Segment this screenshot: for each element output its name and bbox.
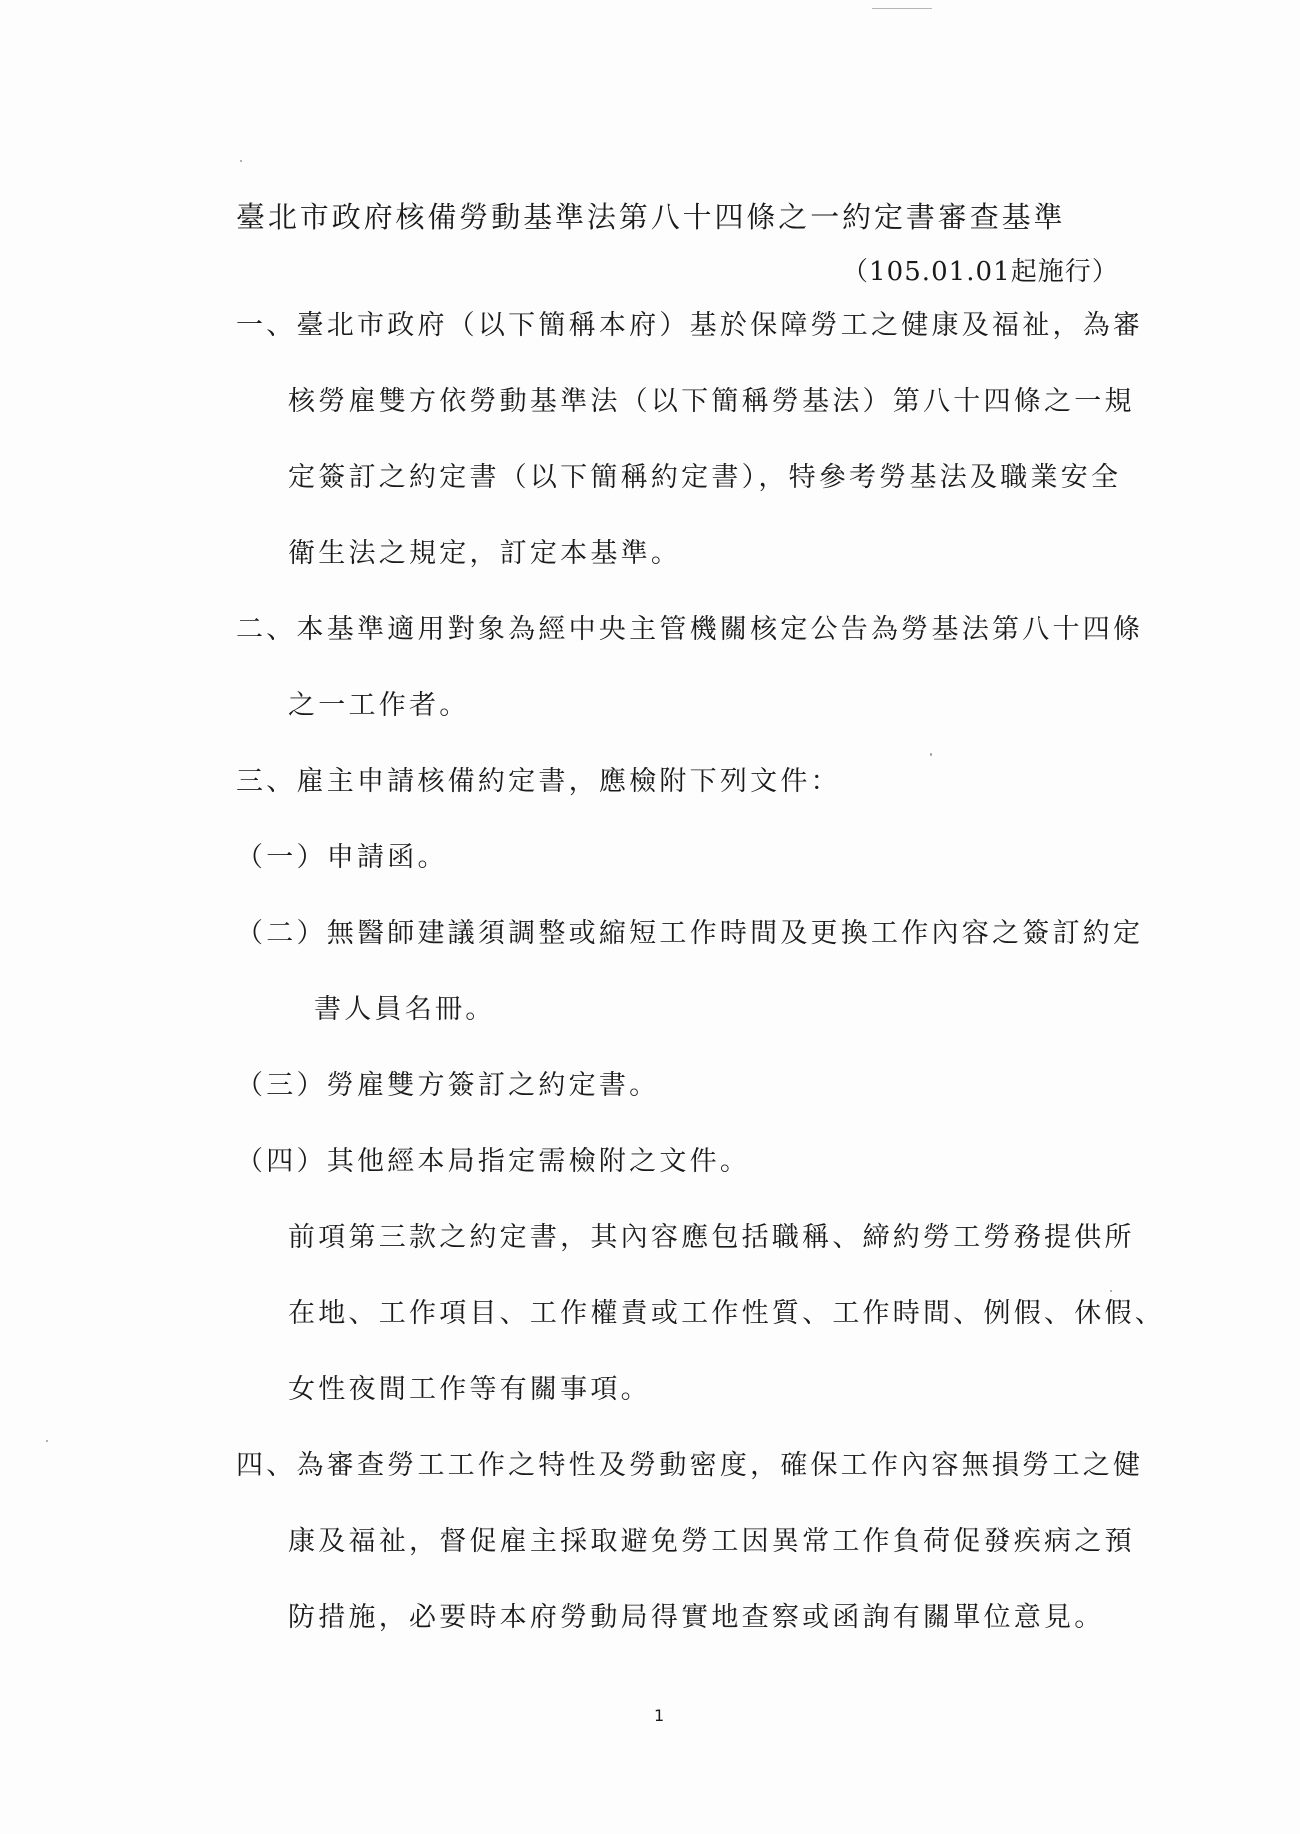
section-4-line-2: 康及福祉，督促雇主採取避免勞工因異常工作負荷促發疾病之預 (288, 1526, 1135, 1557)
section-1-line-3: 定簽訂之約定書（以下簡稱約定書），特參考勞基法及職業安全 (288, 462, 1122, 493)
section-3-note-line-3: 女性夜間工作等有關事項。 (288, 1374, 651, 1405)
section-3-item-4: （四）其他經本局指定需檢附之文件。 (236, 1146, 751, 1177)
section-3-note-line-1: 前項第三款之約定書，其內容應包括職稱、締約勞工勞務提供所 (288, 1222, 1135, 1253)
scan-mark-top (872, 8, 932, 9)
section-1-line-4: 衛生法之規定，訂定本基準。 (288, 538, 682, 569)
scan-speck (240, 160, 242, 162)
section-4-line-3: 防措施，必要時本府勞動局得實地查察或函詢有關單位意見。 (288, 1602, 1105, 1633)
section-3-item-2-line-2: 書人員名冊。 (314, 994, 496, 1025)
page-number: 1 (654, 1706, 665, 1725)
section-1-line-2: 核勞雇雙方依勞動基準法（以下簡稱勞基法）第八十四條之一規 (288, 386, 1135, 417)
section-3-item-3: （三）勞雇雙方簽訂之約定書。 (236, 1070, 660, 1101)
scan-speck (1110, 1290, 1112, 1292)
section-3-line-1: 三、雇主申請核備約定書，應檢附下列文件： (236, 766, 841, 797)
section-4-line-1: 四、為審查勞工工作之特性及勞動密度，確保工作內容無損勞工之健 (236, 1450, 1144, 1481)
scan-speck (46, 1440, 48, 1442)
document-title: 臺北市政府核備勞動基準法第八十四條之一約定書審查基準 (236, 200, 1066, 234)
effective-date: （105.01.01起施行） (842, 257, 1119, 287)
section-2-line-1: 二、本基準適用對象為經中央主管機關核定公告為勞基法第八十四條 (236, 614, 1144, 645)
section-2-line-2: 之一工作者。 (288, 690, 470, 721)
section-1-line-1: 一、臺北市政府（以下簡稱本府）基於保障勞工之健康及福祉，為審 (236, 310, 1144, 341)
section-3-item-1: （一）申請函。 (236, 842, 448, 873)
section-3-note-line-2: 在地、工作項目、工作權責或工作性質、工作時間、例假、休假、 (288, 1298, 1165, 1329)
section-3-item-2-line-1: （二）無醫師建議須調整或縮短工作時間及更換工作內容之簽訂約定 (236, 918, 1144, 949)
scan-speck (930, 753, 932, 756)
